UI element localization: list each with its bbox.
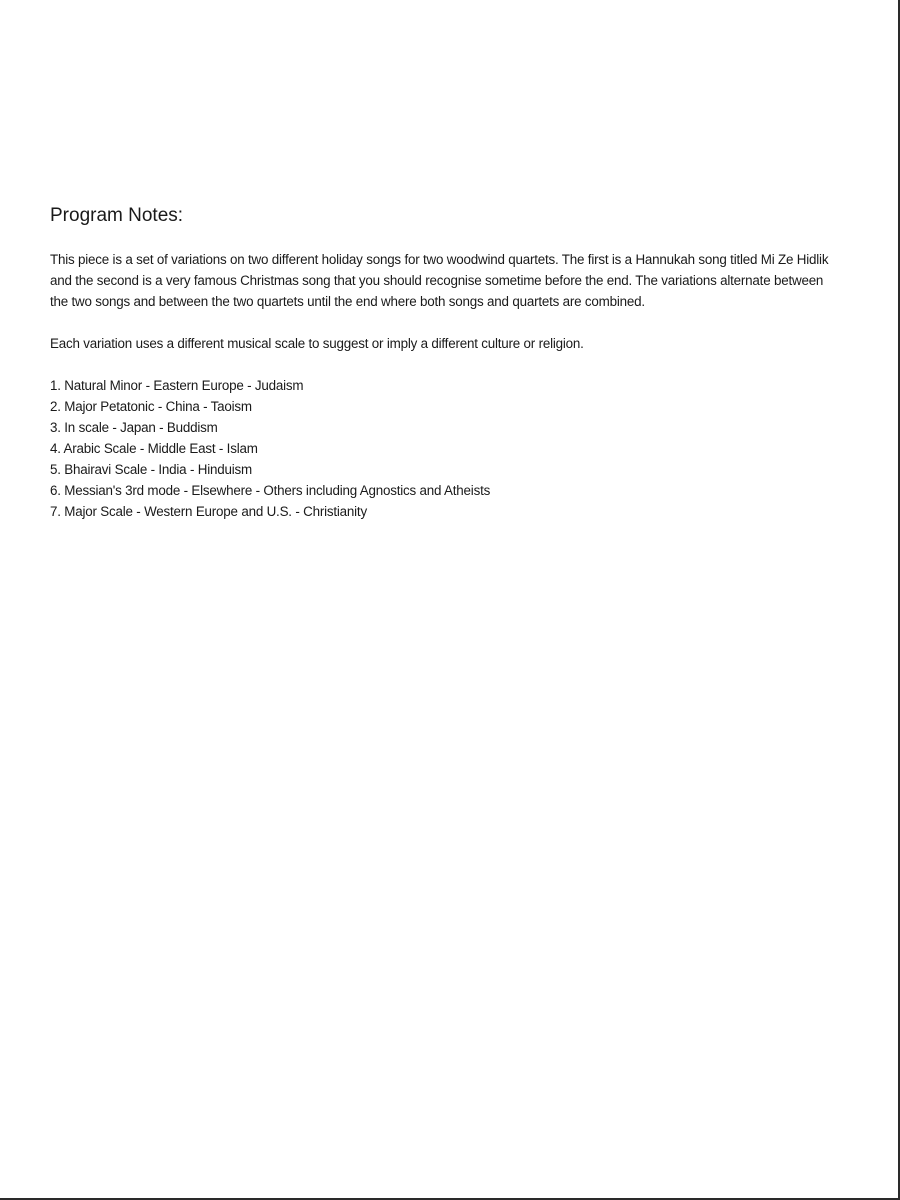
list-item: 2. Major Petatonic - China - Taoism: [50, 399, 252, 414]
list-item: 1. Natural Minor - Eastern Europe - Judaism: [50, 378, 304, 393]
list-item: 3. In scale - Japan - Buddism: [50, 420, 218, 435]
list-item: 6. Messian's 3rd mode - Elsewhere - Others including Agnostics and Atheists: [50, 483, 491, 498]
page-title: Program Notes:: [50, 205, 184, 226]
variation-list: [50, 375, 840, 522]
intro-paragraph: This piece is a set of variations on two different holiday songs for two woodwind quartets. The first is a Hannukah song titled Mi Ze Hidlik and the second is a very famous Christmas song that you should recognise sometime before the end. The variations alternate between the two songs and between the two quartets until the end where both songs and quartets are combined.: [50, 252, 829, 309]
scale-paragraph: Each variation uses a different musical scale to suggest or imply a different culture or religion.: [50, 336, 584, 351]
list-item: 5. Bhairavi Scale - India - Hinduism: [50, 462, 252, 477]
list-item: 4. Arabic Scale - Middle East - Islam: [50, 441, 258, 456]
list-item: 7. Major Scale - Western Europe and U.S. - Christianity: [50, 504, 367, 519]
program-notes: [50, 205, 840, 522]
